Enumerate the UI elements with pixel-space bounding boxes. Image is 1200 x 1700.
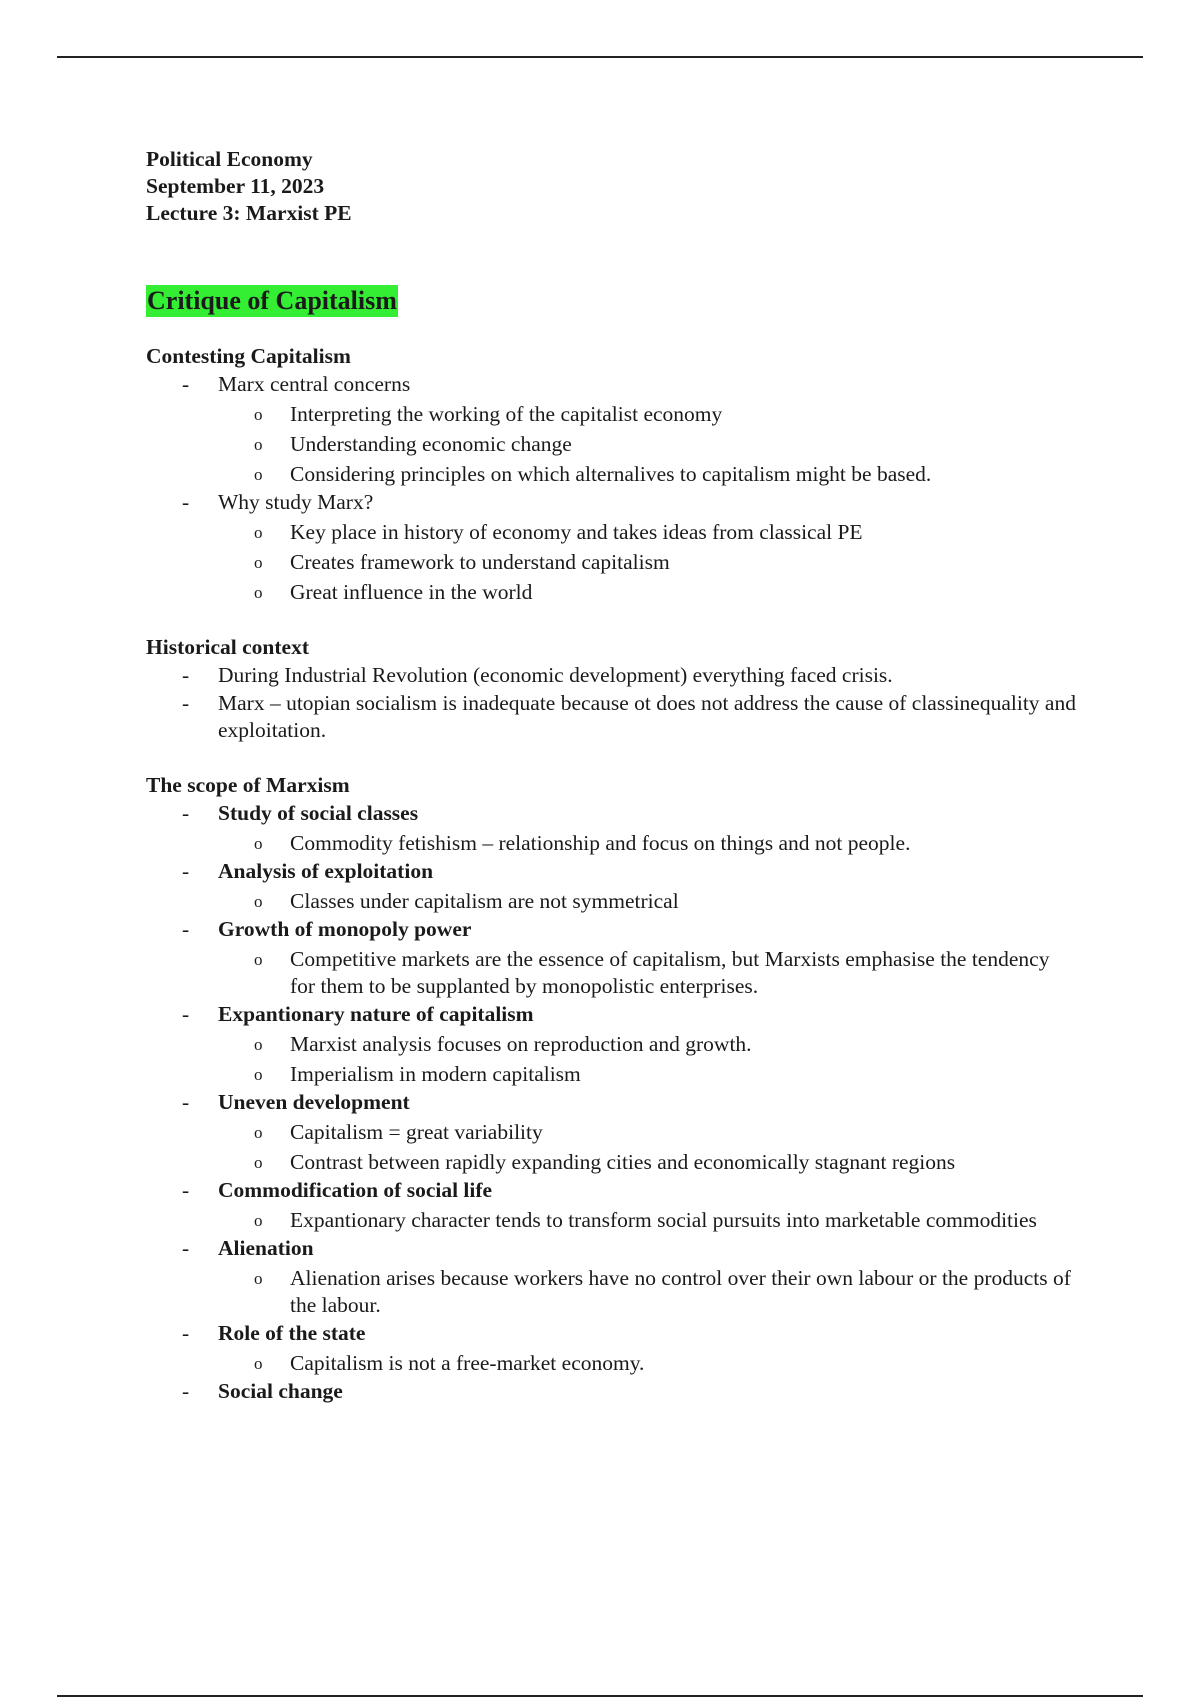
list-item-text: Analysis of exploitation: [218, 859, 434, 883]
sub-list-item-text: Alienation arises because workers have no control over their own labour or the products of the labour.: [290, 1266, 1071, 1317]
circle-bullet: o: [254, 553, 263, 572]
dash-bullet: -: [182, 1379, 190, 1403]
list-item-text: Growth of monopoly power: [218, 917, 472, 941]
sub-list-item-text: Capitalism = great variability: [290, 1120, 543, 1144]
list-item-text: Why study Marx?: [218, 490, 374, 514]
list-item: [146, 800, 1076, 827]
list-item: [146, 1320, 1076, 1347]
sub-list-item-text: Creates framework to understand capitalism: [290, 550, 670, 574]
dash-bullet: -: [182, 372, 190, 396]
sub-list-item: [146, 1265, 1076, 1319]
circle-bullet: o: [254, 950, 263, 969]
list-item: [146, 1177, 1076, 1204]
document-body: [146, 146, 1076, 1405]
sub-list-item: [146, 1061, 1076, 1088]
dash-bullet: -: [182, 1178, 190, 1202]
circle-bullet: o: [254, 1153, 263, 1172]
dash-bullet: -: [182, 1002, 190, 1026]
sub-list-item: [146, 888, 1076, 915]
sub-list-item: [146, 519, 1076, 546]
sub-list-item-text: Commodity fetishism – relationship and focus on things and not people.: [290, 831, 911, 855]
top-rule: [57, 56, 1143, 58]
sub-list-item: [146, 401, 1076, 428]
sub-list-item-text: Classes under capitalism are not symmetrical: [290, 889, 679, 913]
list-item: [146, 916, 1076, 943]
sub-list-item-text: Competitive markets are the essence of capitalism, but Marxists emphasise the tendency for them to be supplanted by monopolistic enterprises.: [290, 947, 1050, 998]
outline-section: [146, 772, 1076, 1405]
sub-list-item: [146, 830, 1076, 857]
list-item: [146, 1089, 1076, 1116]
dash-bullet: -: [182, 663, 190, 687]
list-item-text: Marx central concerns: [218, 372, 411, 396]
list-item-text: Social change: [218, 1379, 343, 1403]
list-item: [146, 489, 1076, 516]
sub-list-item-text: Understanding economic change: [290, 432, 572, 456]
list-item-text: Alienation: [218, 1236, 314, 1260]
section-title: Contesting Capitalism: [146, 344, 351, 368]
circle-bullet: o: [254, 1035, 263, 1054]
course-title: Political Economy: [146, 147, 313, 171]
list-item: [146, 1378, 1076, 1405]
circle-bullet: o: [254, 465, 263, 484]
list-item: [146, 858, 1076, 885]
sub-list-item-text: Contrast between rapidly expanding cities and economically stagnant regions: [290, 1150, 956, 1174]
circle-bullet: o: [254, 834, 263, 853]
sub-list-item: [146, 431, 1076, 458]
lecture-date: September 11, 2023: [146, 174, 325, 198]
sub-list-item: [146, 1031, 1076, 1058]
main-heading-wrap: [146, 227, 1076, 317]
sub-list-item: [146, 1119, 1076, 1146]
list-item-text: Role of the state: [218, 1321, 366, 1345]
circle-bullet: o: [254, 1123, 263, 1142]
circle-bullet: o: [254, 435, 263, 454]
sub-list-item-text: Imperialism in modern capitalism: [290, 1062, 581, 1086]
circle-bullet: o: [254, 405, 263, 424]
sub-list-item: [146, 579, 1076, 606]
sections-container: [146, 343, 1076, 1405]
list-item-text: Marx – utopian socialism is inadequate because ot does not address the cause of classinequality and exploitation.: [218, 691, 1076, 742]
dash-bullet: -: [182, 1090, 190, 1114]
sub-list-item-text: Great influence in the world: [290, 580, 533, 604]
circle-bullet: o: [254, 892, 263, 911]
dash-bullet: -: [182, 490, 190, 514]
list-item: [146, 1235, 1076, 1262]
circle-bullet: o: [254, 1211, 263, 1230]
bottom-rule: [57, 1695, 1143, 1697]
sub-list-item-text: Marxist analysis focuses on reproduction and growth.: [290, 1032, 752, 1056]
list-item-text: During Industrial Revolution (economic development) everything faced crisis.: [218, 663, 893, 687]
list-item: [146, 371, 1076, 398]
dash-bullet: -: [182, 801, 190, 825]
sub-list-item: [146, 1350, 1076, 1377]
list-item: [146, 662, 1076, 689]
sub-list-item: [146, 1149, 1076, 1176]
list-item: [146, 1001, 1076, 1028]
sub-list-item: [146, 549, 1076, 576]
circle-bullet: o: [254, 1065, 263, 1084]
sub-list-item: [146, 946, 1076, 1000]
list-item-text: Expantionary nature of capitalism: [218, 1002, 534, 1026]
sub-list-item: [146, 461, 1076, 488]
sub-list-item-text: Key place in history of economy and takes ideas from classical PE: [290, 520, 863, 544]
outline-section: [146, 634, 1076, 744]
list-item-text: Commodification of social life: [218, 1178, 493, 1202]
sub-list-item-text: Interpreting the working of the capitalist economy: [290, 402, 723, 426]
sub-list-item-text: Capitalism is not a free-market economy.: [290, 1351, 645, 1375]
circle-bullet: o: [254, 523, 263, 542]
lecture-title: Lecture 3: Marxist PE: [146, 201, 352, 225]
list-item-text: Uneven development: [218, 1090, 410, 1114]
dash-bullet: -: [182, 1236, 190, 1260]
section-title: The scope of Marxism: [146, 773, 350, 797]
circle-bullet: o: [254, 1269, 263, 1288]
sub-list-item-text: Considering principles on which alternalives to capitalism might be based.: [290, 462, 932, 486]
section-title: Historical context: [146, 635, 309, 659]
outline-section: [146, 343, 1076, 606]
circle-bullet: o: [254, 583, 263, 602]
sub-list-item: [146, 1207, 1076, 1234]
list-item-text: Study of social classes: [218, 801, 419, 825]
list-item: [146, 690, 1076, 744]
dash-bullet: -: [182, 917, 190, 941]
dash-bullet: -: [182, 1321, 190, 1345]
dash-bullet: -: [182, 691, 190, 715]
main-heading: Critique of Capitalism: [147, 286, 397, 315]
circle-bullet: o: [254, 1354, 263, 1373]
sub-list-item-text: Expantionary character tends to transform social pursuits into marketable commodities: [290, 1208, 1037, 1232]
dash-bullet: -: [182, 859, 190, 883]
